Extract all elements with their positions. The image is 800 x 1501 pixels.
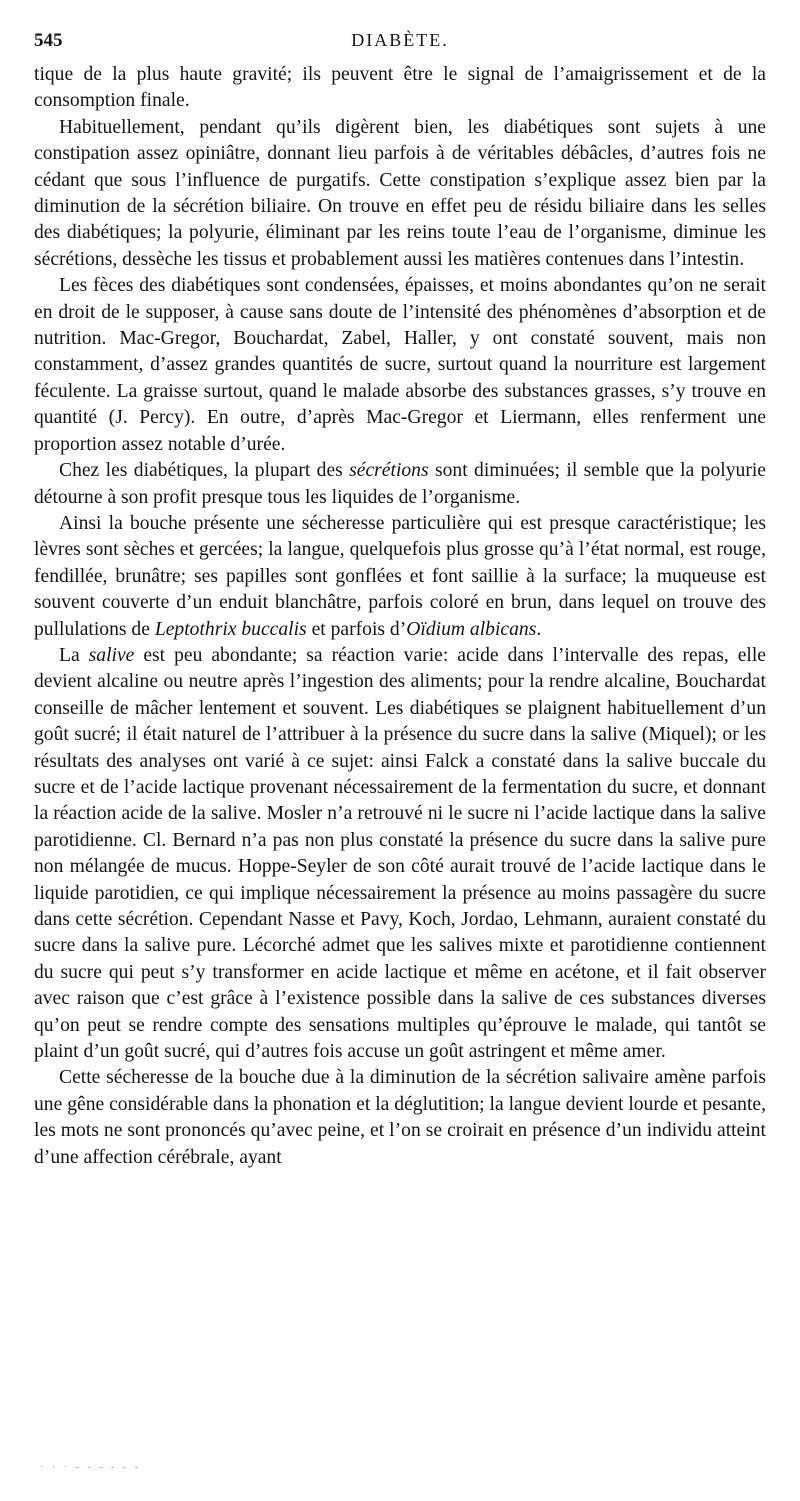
paragraph-2 xyxy=(34,115,766,273)
italic-term: Leptothrix buccalis xyxy=(154,618,307,640)
paragraph-7 xyxy=(34,1065,766,1171)
italic-term: Oïdium albicans xyxy=(406,618,537,640)
text-segment: Ainsi la bouche présente une sécheresse particulière qui est presque caractéristique; les lèvres sont sèches et gercées; la langue, quelquefois plus grosse qu’à l’état normal, est rouge, fendillée, brunâtre; ses papilles sont gonflées et font saillie à la surface; la muqueuse est souvent couverte d’un enduit blanchâtre, parfois coloré en brun, dans lequel on trouve des pullulations de xyxy=(34,512,766,640)
paragraph-1 xyxy=(34,62,766,115)
text-segment: Les fèces des diabétiques sont condensées, épaisses, et moins abondantes qu’on ne serait en droit de le supposer, à cause sans doute de l’intensité des phénomènes d’absorption et de nutrition. Mac-Gregor, Bouchardat, Zabel, Haller, y ont constaté souvent, mais non constamment, d’assez grandes quantités de sucre, surtout quand la nourriture est largement féculente. La graisse surtout, quand le malade absorbe des substances grasses, s’y trouve en quantité (J. Percy). En outre, d’après Mac-Gregor et Liermann, elles renferment une proportion assez notable d’urée. xyxy=(34,275,766,455)
paragraph-3 xyxy=(34,273,766,458)
body-text xyxy=(34,62,766,1171)
text-segment: sont diminuées; il semble que la polyurie détourne à son profit presque tous les liquides de l’organisme. xyxy=(34,460,766,508)
running-title: DIABÈTE. xyxy=(351,30,449,50)
page-number: 545 xyxy=(34,30,63,51)
text-segment: La xyxy=(59,644,89,666)
text-segment: est peu abondante; sa réaction varie: acide dans l’intervalle des repas, elle devient alcaline ou neutre après l’ingestion des aliments; pour la rendre alcaline, Bouchardat conseille de mâcher lentement et souvent. Les diabétiques se plaignent habituellement d’un goût sucré; il était naturel de l’attribuer à la présence du sucre dans la salive (Miquel); or les résultats des analyses ont varié à ce sujet: ainsi Falck a constaté dans la salive buccale du sucre et de l’acide lactique provenant nécessairement de la fermentation du sucre, et donnant la réaction acide de la salive. Mosler n’a retrouvé ni le sucre ni l’acide lactique dans la salive parotidienne. Cl. Bernard n’a pas non plus constaté la présence du sucre dans la salive pure non mélangée de mucus. Hoppe-Seyler de son côté aurait trouvé de l’acide lactique dans le liquide parotidien, ce qui implique nécessairement la présence au moins passagère du sucre dans cette sécrétion. Cependant Nasse et Pavy, Koch, Jordao, Lehmann, auraient constaté du sucre dans la salive pure. Lécorché admet que les salives mixte et parotidienne contiennent du sucre qui peut s’y transformer en acide lactique et même en acétone, et il fait observer avec raison que c’est grâce à l’existence possible dans la salive de ces substances diverses qu’on peut se rendre compte des sensations multiples qu’éprouve le malade, qui tantôt se plaint d’un goût sucré, qui d’autres fois accuse un goût astringent et même amer. xyxy=(34,644,766,1063)
paragraph-5 xyxy=(34,511,766,643)
paragraph-4 xyxy=(34,458,766,511)
page-header xyxy=(34,30,766,56)
text-segment: et parfois d’ xyxy=(306,618,407,640)
text-segment: Chez les diabétiques, la plupart des xyxy=(59,460,350,482)
text-segment: Cette sécheresse de la bouche due à la diminution de la sécrétion salivaire amène parfois une gêne considérable dans la phonation et la déglutition; la langue devient lourde et pesante, les mots ne sont prononcés qu’avec peine, et l’on se croirait en présence d’un individu atteint d’une affection cérébrale, ayant xyxy=(34,1067,766,1168)
book-page xyxy=(34,30,766,1171)
italic-term: sécrétions xyxy=(349,460,429,482)
paragraph-6 xyxy=(34,643,766,1066)
footer-print-marks: · · · - - - - - - xyxy=(40,1462,141,1473)
text-segment: tique de la plus haute gravité; ils peuvent être le signal de l’amaigrissement et de la consomption finale. xyxy=(34,64,766,112)
italic-term: salive xyxy=(88,644,135,666)
text-segment: . xyxy=(536,618,542,640)
text-segment: Habituellement, pendant qu’ils digèrent bien, les diabétiques sont sujets à une constipation assez opiniâtre, donnant lieu parfois à de véritables débâcles, d’autres fois ne cédant que sous l’influence de purgatifs. Cette constipation s’explique assez bien par la diminution de la sécrétion biliaire. On trouve en effet peu de résidu biliaire dans les selles des diabétiques; la polyurie, éliminant par les reins toute l’eau de l’organisme, diminue les sécrétions, dessèche les tissus et probablement aussi les matières contenues dans l’intestin. xyxy=(34,116,766,270)
